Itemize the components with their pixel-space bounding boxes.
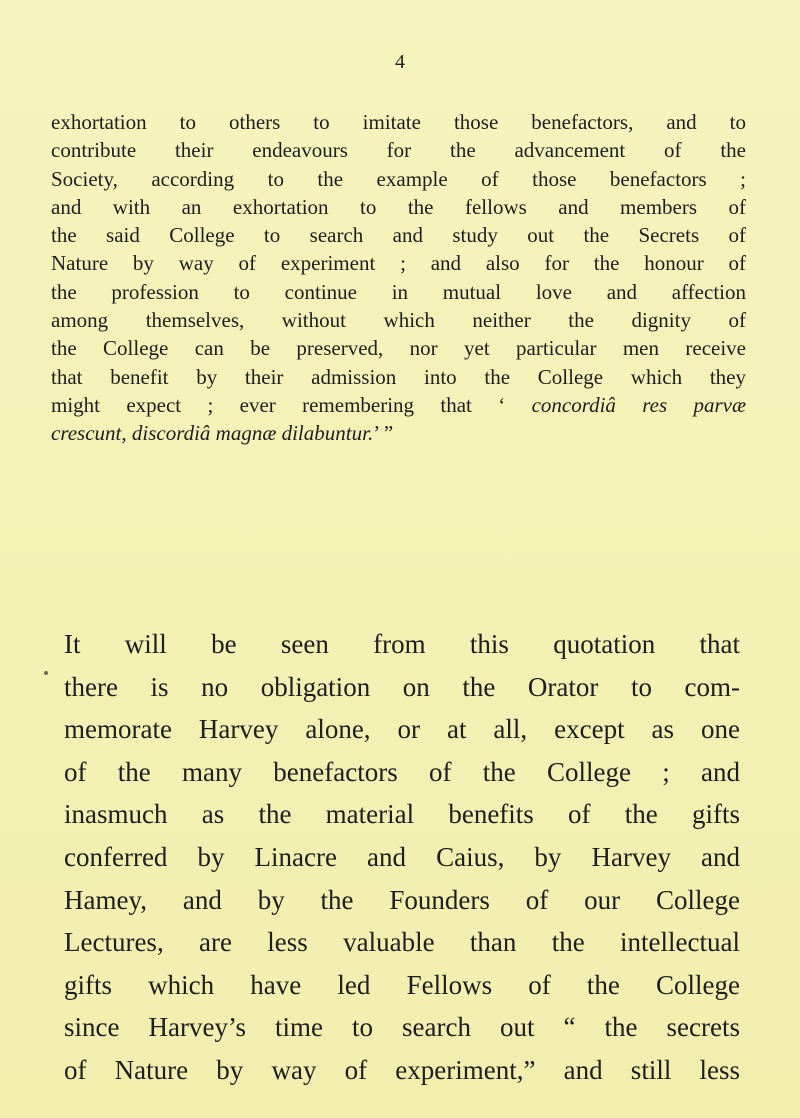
body-line: since Harvey’s time to search out “ the secrets — [64, 1012, 740, 1043]
quote-line — [51, 391, 746, 419]
quoted-passage — [51, 108, 746, 448]
body-line: Hamey, and by the Founders of our College — [64, 884, 740, 915]
quote-text: and with an exhortation to the fellows and members of — [51, 194, 746, 219]
quote-text: exhortation to others to imitate those benefactors, and to — [51, 110, 746, 134]
quote-line — [51, 193, 746, 221]
quote-text: the said College to search and study out the Secrets of — [51, 223, 746, 248]
quote-text: the College can be preserved, nor yet particular men receive — [51, 336, 746, 361]
body-line: inasmuch as the material benefits of the gifts — [64, 799, 740, 830]
body-line: of Nature by way of experiment,” and still less — [64, 1054, 740, 1085]
quote-line — [51, 108, 746, 136]
body-line: gifts which have led Fellows of the College — [64, 969, 740, 1000]
quote-text: ’ ” — [373, 421, 394, 446]
quote-latin-text: crescunt, discordiâ magnæ dilabuntur. — [51, 421, 374, 446]
body-line: of the many benefactors of the College ; and — [64, 756, 740, 787]
page-number: 4 — [395, 51, 405, 73]
quote-line — [51, 165, 746, 193]
quote-line — [51, 249, 746, 277]
quote-text: Society, according to the example of those benefactors ; — [51, 166, 746, 191]
quote-line — [51, 363, 746, 391]
quote-line — [51, 419, 746, 447]
quote-line — [51, 136, 746, 164]
quote-line — [51, 334, 746, 362]
quote-text: the profession to continue in mutual love and affection — [51, 279, 746, 304]
quote-line — [51, 306, 746, 334]
quote-latin-text: concordiâ res parvæ — [531, 392, 746, 417]
quote-text: contribute their endeavours for the advancement of the — [51, 138, 746, 163]
quote-text: among themselves, without which neither the dignity of — [51, 308, 746, 333]
quote-text: Nature by way of experiment ; and also for the honour of — [51, 251, 746, 276]
quote-text: might expect ; ever remembering that ‘ — [51, 392, 532, 417]
margin-dot — [44, 671, 48, 675]
body-line: conferred by Linacre and Caius, by Harvey and — [64, 841, 740, 872]
body-line: memorate Harvey alone, or at all, except as one — [64, 714, 740, 745]
quote-line — [51, 221, 746, 249]
quote-text: that benefit by their admission into the College which they — [51, 364, 746, 389]
body-line: Lectures, are less valuable than the intellectual — [64, 927, 740, 958]
body-line: It will be seen from this quotation that — [64, 629, 740, 659]
quote-line — [51, 278, 746, 306]
body-paragraph — [64, 623, 740, 1092]
body-line: there is no obligation on the Orator to com- — [64, 671, 740, 702]
